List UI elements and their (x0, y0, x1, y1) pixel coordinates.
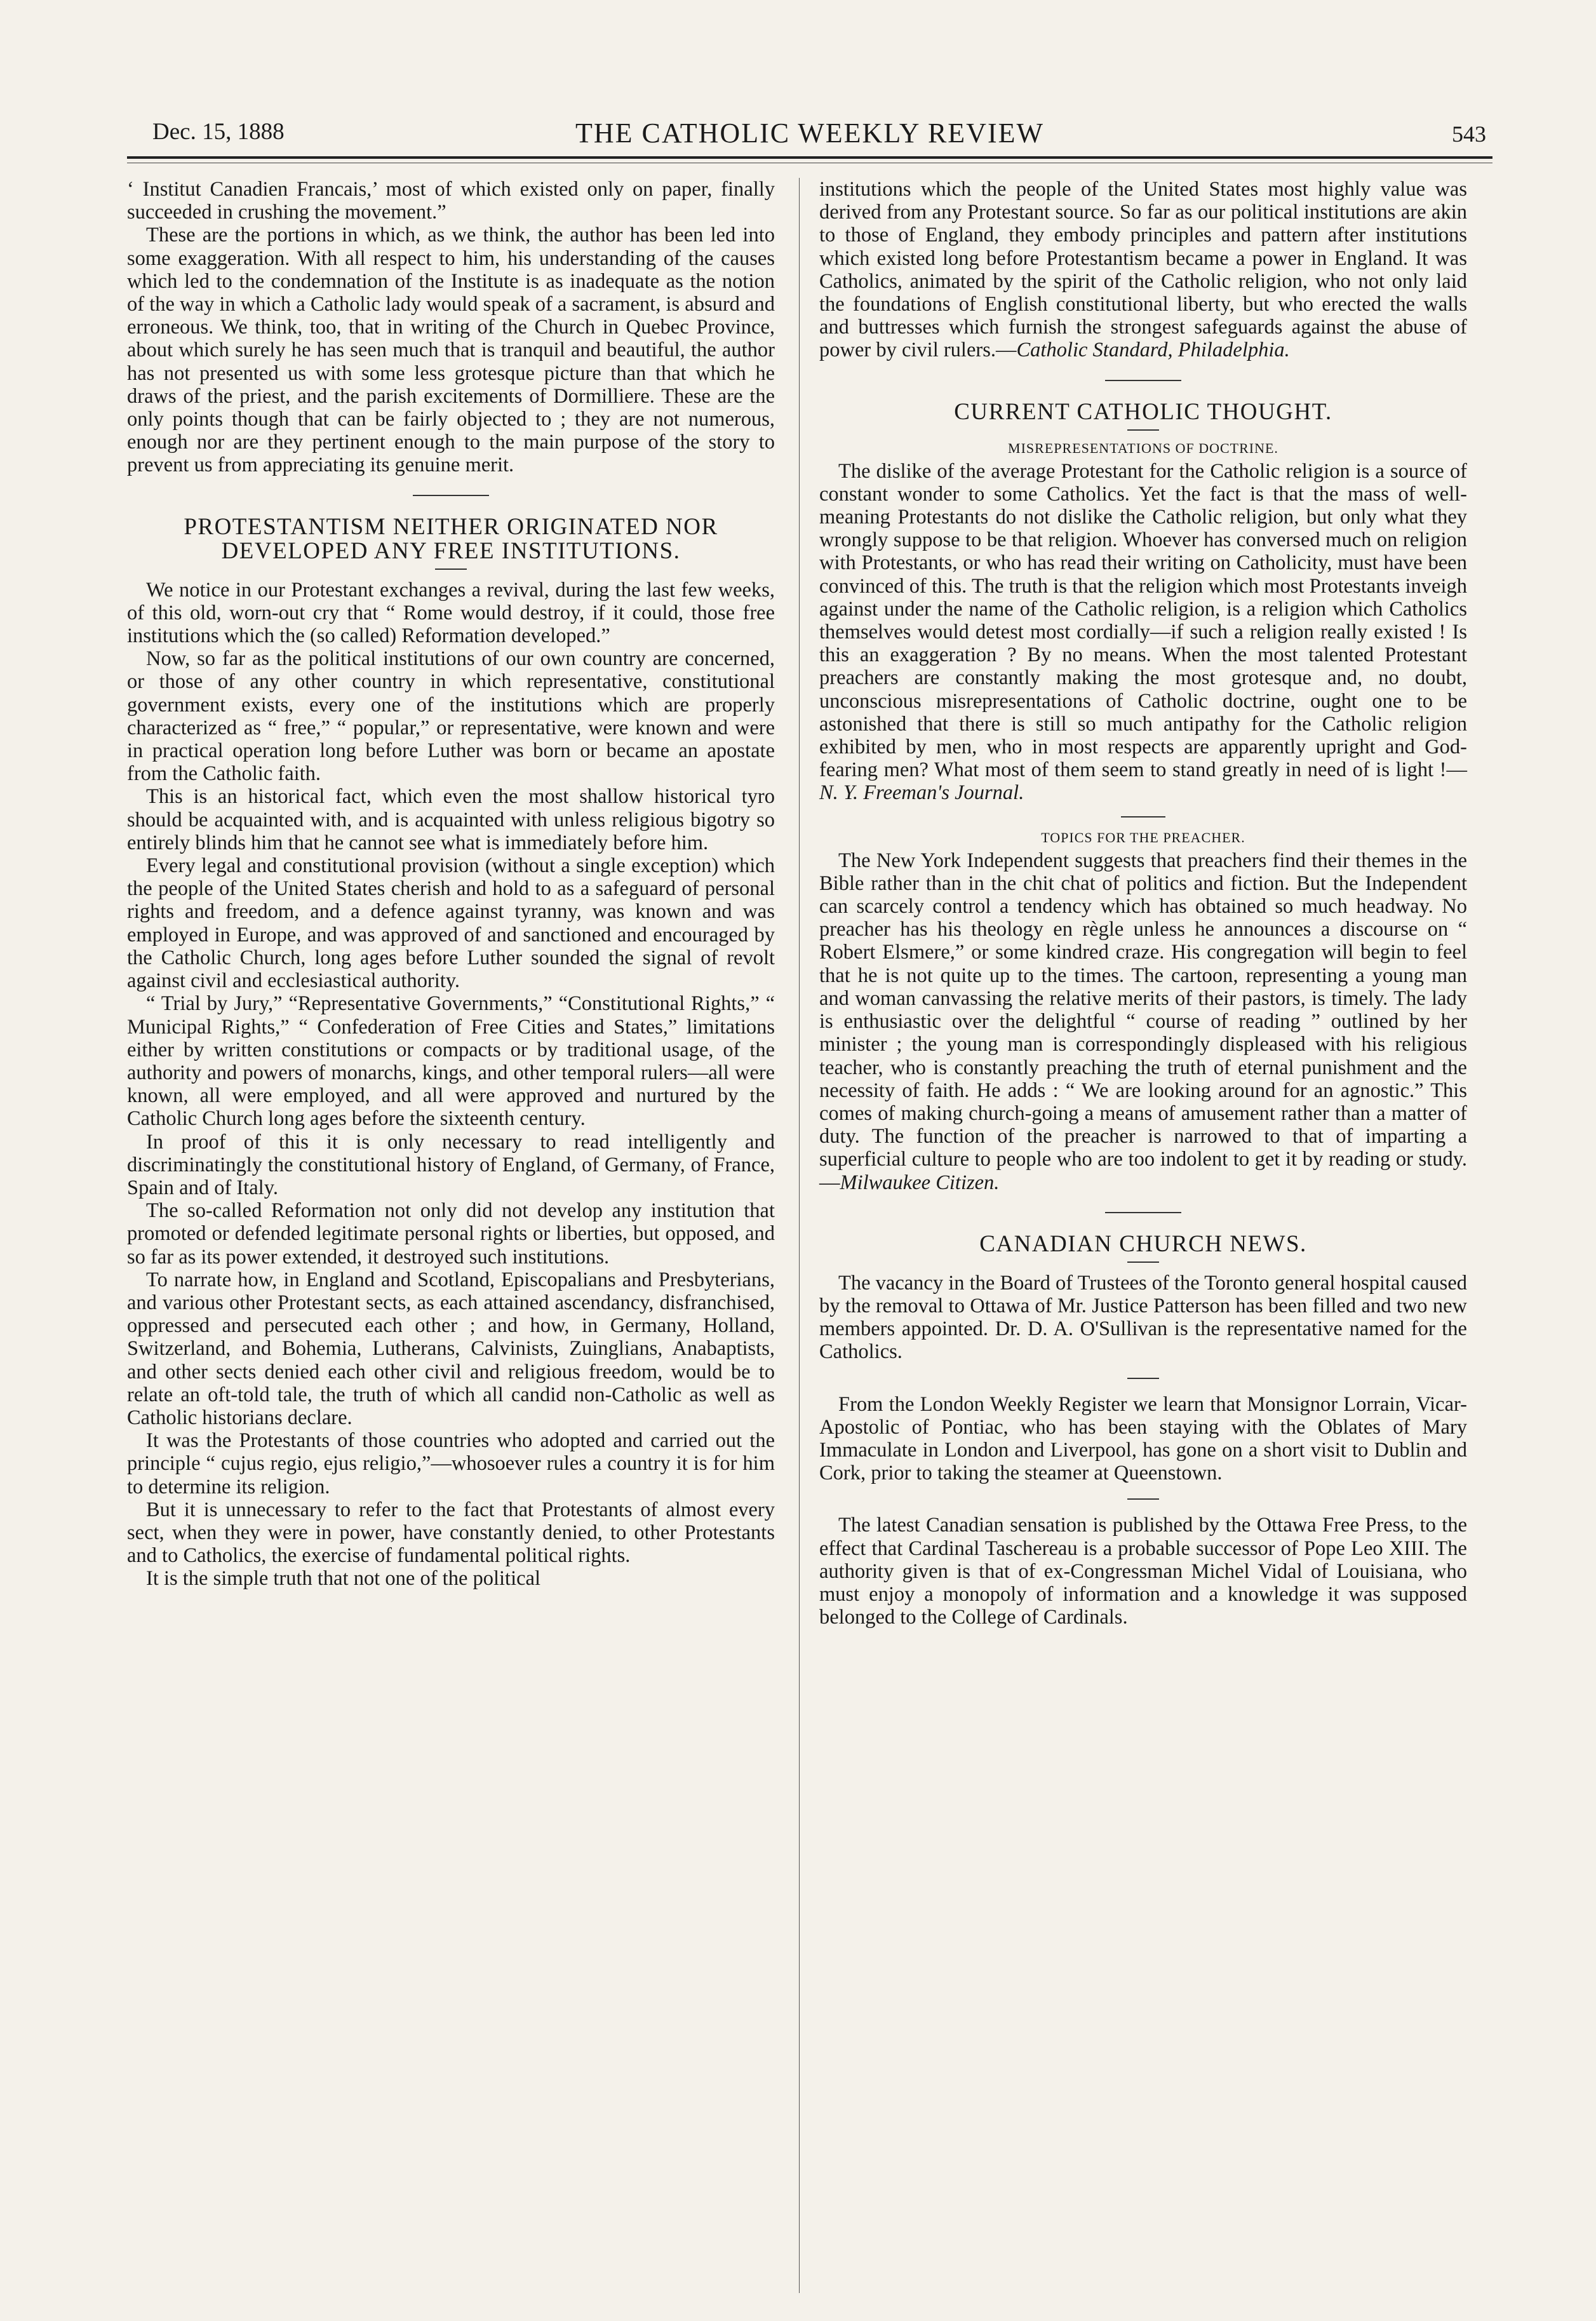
heading-dash (1127, 429, 1159, 431)
subheading: MISREPRESENTATIONS OF DOCTRINE. (1008, 440, 1278, 456)
article-paragraph: “ Trial by Jury,” “Representative Governments,” “Constitutional Rights,” “ Municipal Rights,” “ Confederation of Free Cities and States,” limitations either by written constitutions or compacts or by traditional usage, of the authority and powers of monarchs, kings, and other temporal rulers—all were known, all were employed, and all were approved and nurtured by the Catholic Church long ages before the sixteenth century. (127, 992, 775, 1131)
news-item: From the London Weekly Register we learn that Monsignor Lorrain, Vicar-Apostolic of Pontiac, who has been staying with the Oblates of Mary Immaculate in London and Liverpool, has gone on a short visit to Dublin and Cork, prior to taking the steamer at Queenstown. (819, 1392, 1467, 1485)
article-paragraph: To narrate how, in England and Scotland, Episcopalians and Presbyterians, and various other Protestant sects, as each attained ascendancy, disfranchised, oppressed and persecuted each other ; and how, in Germany, Holland, Switzerland, and Bohemia, Lutherans, Calvinists, Zuinglians, Anabaptists, and other sects denied each other civil and religious freedom, would be to relate an oft-told tale, the truth of which all candid non-Catholic as well as Catholic historians declare. (127, 1268, 775, 1429)
article-paragraph: This is an historical fact, which even the most shallow historical tyro should be acquainted with, and is acquainted with unless religious bigotry so entirely blinds him that he cannot see what is immediately before him. (127, 785, 775, 854)
article-heading: PROTESTANTISM NEITHER ORIGINATED NOR DEVELOPED ANY FREE INSTITUTIONS. (184, 513, 718, 564)
article-paragraph: But it is unnecessary to refer to the fact that Protestants of almost every sect, when they were in power, have constantly denied, to other Protestants and to Catholics, the exercise of fundamental political rights. (127, 1498, 775, 1568)
article-paragraph: We notice in our Protestant exchanges a revival, during the last few weeks, of this old, worn-out cry that “ Rome would destroy, if it could, those free institutions which the (so called) Reformation developed.” (127, 578, 775, 648)
article-paragraph: It was the Protestants of those countries who adopted and carried out the principle “ cujus regio, ejus religio,”—whosoever rules a country it is for him to determine its religion. (127, 1429, 775, 1498)
intro-paragraph: These are the portions in which, as we think, the author has been led into some exaggeration. With all respect to him, his understanding of the causes which led to the condemnation of the Institute is as inadequate as the notion of the way in which a Catholic lady would speak of a sacrament, is absurd and erroneous. We think, too, that in writing of the Church in Quebec Province, about which surely he has seen much that is tranquil and beautiful, the author has not presented us with some less grotesque picture than that which he draws of the priest, and the parish excitements of Dormilliere. These are the only points though that can be fairly objected to ; they are not numerous, enough nor are they pertinent enough to the main purpose of the story to prevent us from appreciating its genuine merit. (127, 224, 775, 477)
source-credit: N. Y. Freeman's Journal. (819, 781, 1024, 805)
issue-date: Dec. 15, 1888 (152, 119, 285, 145)
section-rule (413, 495, 489, 496)
masthead (127, 108, 1492, 159)
newspaper-page (127, 108, 1492, 2255)
subheading: TOPICS FOR THE PREACHER. (1041, 829, 1245, 845)
section-rule (1105, 1212, 1181, 1213)
heading-dash (435, 568, 467, 570)
continuation-paragraph (819, 178, 1467, 362)
article-paragraph: Now, so far as the political institutions of our own country are concerned, or those of any other country in which representative, constitutional government exists, every one of the institutions which are properly characterized as “ free,” “ popular,” or representative, were known and were in practical operation long before Luther was born or became an apostate from the Catholic faith. (127, 647, 775, 786)
article-paragraph: It is the simple truth that not one of the political (146, 1567, 540, 1591)
publication-title: THE CATHOLIC WEEKLY REVIEW (575, 118, 1045, 149)
header-rule (127, 156, 1492, 159)
news-item: The latest Canadian sensation is published by the Ottawa Free Press, to the effect that Cardinal Taschereau is a probable successor of Pope Leo XIII. The authority given is that of ex-Congressman Michel Vidal of Louisiana, who must enjoy a monopoly of information and a knowledge it was supposed belonged to the College of Cardinals. (819, 1514, 1467, 1629)
news-item: The vacancy in the Board of Trustees of the Toronto general hospital caused by the removal to Ottawa of Mr. Justice Patterson has been filled and two new members appointed. Dr. D. A. O'Sullivan is the representative named for the Catholics. (819, 1271, 1467, 1364)
left-column (127, 178, 775, 1591)
right-column (819, 178, 1467, 1629)
section-heading: CURRENT CATHOLIC THOUGHT. (954, 398, 1332, 425)
article-paragraph: Every legal and constitutional provision (without a single exception) which the people of the United States cherish and hold to as a safeguard of personal rights and freedom, and a defence against tyranny, was known and was employed in Europe, and was approved of and sanctioned and encouraged by the Catholic Church, long ages before Luther sounded the signal of revolt against civil and ecclesiastical authority. (127, 854, 775, 993)
item-dash (1127, 1498, 1159, 1500)
item-dash (1127, 1378, 1159, 1379)
continuation-text: institutions which the people of the United States most highly value was derived from any Protestant source. So far as our political institutions are akin to those of England, they embody principles and pattern after institutions which existed long before Protestantism became a power in England. It was Catholics, animated by the spirit of the Catholic religion, who not only laid the foundations of English constitutional liberty, but who erected the walls and buttresses which furnish the strongest safeguards against the abuse of power by civil rulers.— (819, 178, 1467, 362)
article-paragraph: The so-called Reformation not only did not develop any institution that promoted or defended legitimate personal rights or liberties, but opposed, and so far as its power extended, it destroyed such institutions. (127, 1199, 775, 1268)
article-paragraph (819, 849, 1467, 1194)
section-rule (1105, 380, 1181, 381)
article-text: The New York Independent suggests that preachers find their themes in the Bible rather than in the chit chat of politics and fiction. But the Independent can scarcely control a tendency which has obtained so much headway. No preacher has his theology en règle unless he announces a discourse on “ Robert Elsmere,” or some kindred craze. His congregation will begin to feel that he is not quite up to the times. The cartoon, representing a young man and woman canvassing the relative merits of their pastors, is timely. The lady is enthusiastic over the delightful “ course of reading ” outlined by her minister ; the young man is correspondingly displeased with his religious teacher, who is constantly preaching the truth of eternal punishment and the necessity of faith. He adds : “ We are looking around for an agnostic.” This comes of making church-going a means of amusement rather than a matter of duty. The function of the preacher is narrowed to that of imparting a superficial culture to people who are too indolent to get it by reading or study.— (819, 849, 1467, 1194)
item-rule (1121, 816, 1165, 817)
column-divider (799, 178, 800, 2293)
source-credit: Catholic Standard, Philadelphia. (1016, 339, 1290, 362)
source-credit: Milwaukee Citizen. (840, 1171, 1000, 1194)
article-text: The dislike of the average Protestant for the Catholic religion is a source of constant wonder to some Catholics. Yet the fact is that the mass of well-meaning Protestants do not dislike the Catholic religion, but only what they wrongly suppose to be that religion. Whoever has conversed much on religion with Protestants, or who has read their writing on Catholicity, must have been convinced of this. The truth is that the religion which most Protestants inveigh against under the name of the Catholic religion, is a religion which Catholics themselves would detest most cordially—if such a religion really existed ! Is this an exaggeration ? By no means. When the most talented Protestant preachers are constantly making the most grotesque and, no doubt, unconscious misrepresentations of Catholic doctrine, ought one to be astonished that there is still so much antipathy for the Catholic religion exhibited by men, who in most respects are apparently upright and God-fearing men? What most of them seem to stand greatly in need of is light !— (819, 459, 1467, 782)
heading-dash (1127, 1261, 1159, 1263)
article-paragraph: In proof of this it is only necessary to read intelligently and discriminatingly the constitutional history of England, of Germany, of France, Spain and of Italy. (127, 1130, 775, 1199)
section-heading: CANADIAN CHURCH NEWS. (979, 1230, 1307, 1257)
article-paragraph (819, 460, 1467, 805)
intro-paragraph: ‘ Institut Canadien Francais,’ most of which existed only on paper, finally succeeded in crushing the movement.” (127, 178, 775, 224)
page-number: 543 (1452, 121, 1486, 147)
